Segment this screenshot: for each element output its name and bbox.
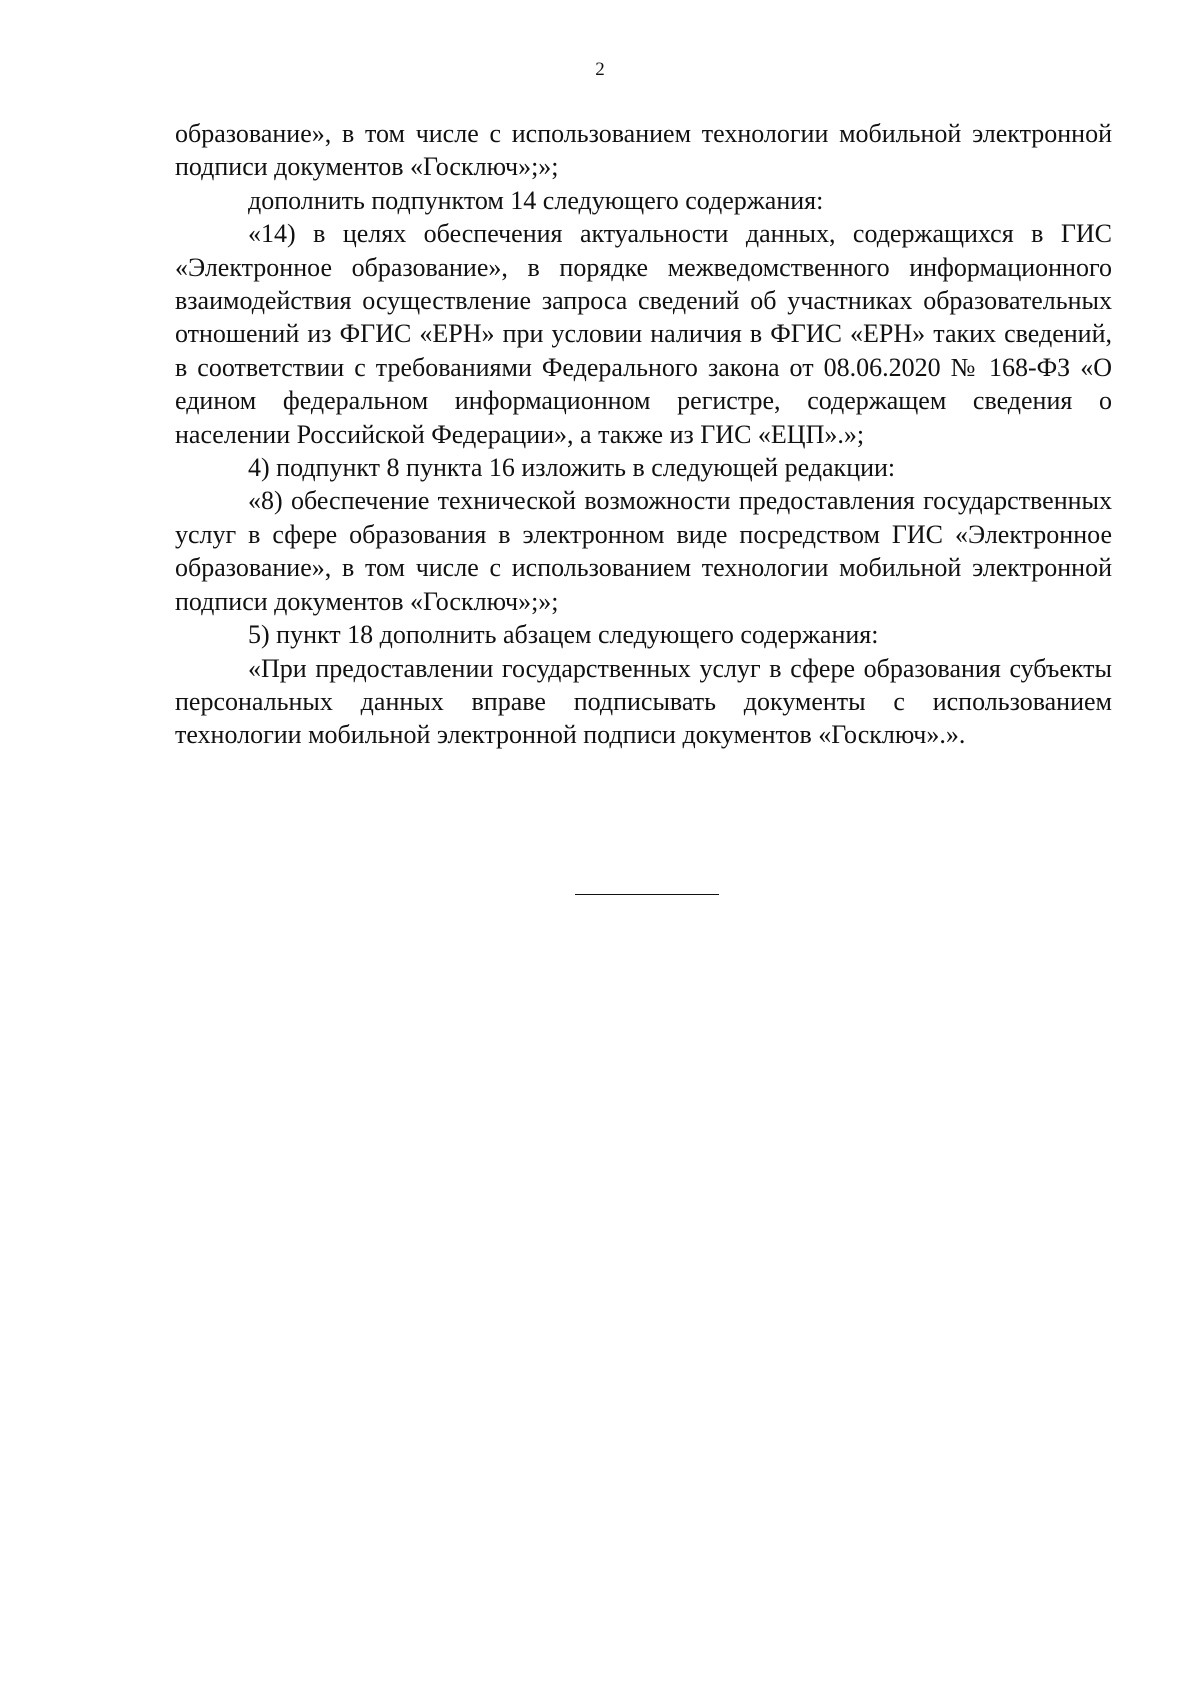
paragraph-subitem-8-text: «8) обеспечение технической возможности предоставления государственных услуг в сфере образования в электронном виде посредством ГИС «Электронное образование», в том числе с использованием технологии мобильной электронной подписи документов «Госключ»;»;	[175, 486, 1112, 616]
paragraph-add-subitem-14: дополнить подпунктом 14 следующего содержания:	[248, 185, 824, 215]
paragraph-subitem-14-text: «14) в целях обеспечения актуальности данных, содержащихся в ГИС «Электронное образование», в порядке межведомственного информационного взаимодействия осуществление запроса сведений об участниках образовательных отношений из ФГИС «ЕРН» при условии наличия в ФГИС «ЕРН» таких сведений, в соответствии с требованиями Федерального закона от 08.06.2020 № 168-ФЗ «О едином федеральном информационном регистре, содержащем сведения о населении Российской Федерации», а также из ГИС «ЕЦП».»;	[175, 219, 1112, 449]
paragraph-item-18-addition: «При предоставлении государственных услуг в сфере образования субъекты персональных данных вправе подписывать документы с использованием технологии мобильной электронной подписи документов «Госключ».».	[175, 653, 1112, 750]
page-number: 2	[595, 59, 605, 80]
paragraph-item-5: 5) пункт 18 дополнить абзацем следующего содержания:	[248, 620, 879, 650]
paragraph-continuation: образование», в том числе с использованием технологии мобильной электронной подписи документов «Госключ»;»;	[175, 119, 1112, 182]
document-body	[175, 117, 1112, 752]
end-separator-line	[575, 894, 719, 895]
paragraph-item-4: 4) подпункт 8 пункта 16 изложить в следующей редакции:	[248, 453, 896, 483]
